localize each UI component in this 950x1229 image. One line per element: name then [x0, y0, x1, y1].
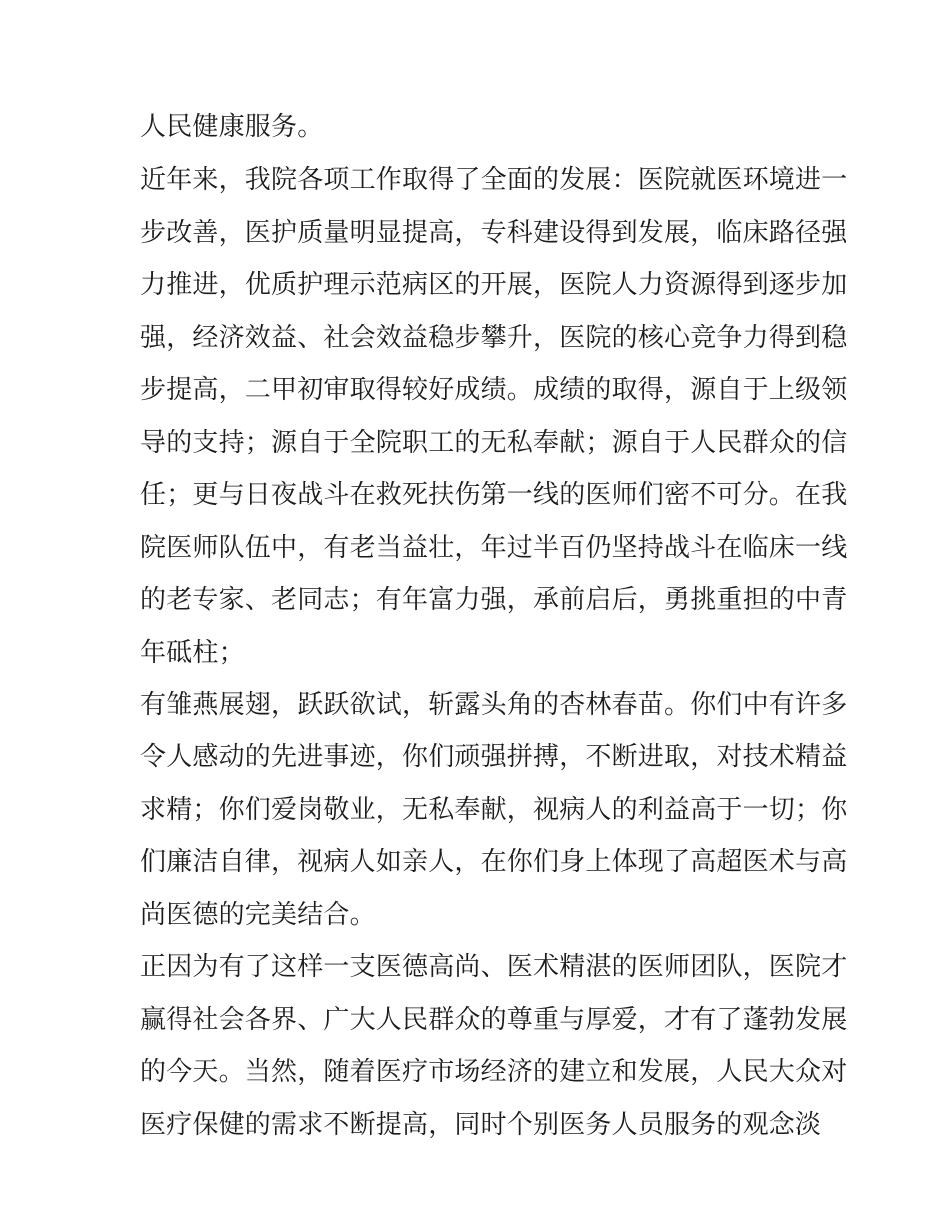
- text-line: 人民健康服务。: [140, 112, 324, 142]
- text-line: 医疗保健的需求不断提高，同时个别医务人员服务的观念淡: [140, 1110, 822, 1140]
- text-line: 步提高，二甲初审取得较好成绩。成绩的取得，源自于上级领: [140, 375, 848, 405]
- text-line: 尚医德的完美结合。: [140, 900, 376, 930]
- text-line: 的今天。当然，随着医疗市场经济的建立和发展，人民大众对: [140, 1057, 848, 1087]
- text-line: 的老专家、老同志；有年富力强，承前启后，勇挑重担的中青: [140, 585, 848, 615]
- text-line: 正因为有了这样一支医德高尚、医术精湛的医师团队，医院才: [140, 952, 848, 982]
- text-line: 们廉洁自律，视病人如亲人，在你们身上体现了高超医术与高: [140, 847, 848, 877]
- text-line: 步改善，医护质量明显提高，专科建设得到发展，临床路径强: [140, 218, 848, 248]
- text-line: 任；更与日夜战斗在救死扶伤第一线的医师们密不可分。在我: [140, 480, 848, 510]
- text-line: 院医师队伍中，有老当益壮，年过半百仍坚持战斗在临床一线: [140, 533, 848, 563]
- text-line: 赢得社会各界、广大人民群众的尊重与厚爱，才有了蓬勃发展: [140, 1005, 848, 1035]
- text-line: 力推进，优质护理示范病区的开展，医院人力资源得到逐步加: [140, 270, 848, 300]
- text-line: 令人感动的先进事迹，你们顽强拼搏，不断进取，对技术精益: [140, 742, 848, 772]
- text-line: 强，经济效益、社会效益稳步攀升，医院的核心竞争力得到稳: [140, 323, 848, 353]
- text-line: 求精；你们爱岗敬业，无私奉献，视病人的利益高于一切；你: [140, 795, 848, 825]
- text-line: 有雏燕展翅，跃跃欲试，斩露头角的杏林春苗。你们中有许多: [140, 690, 848, 720]
- text-line: 年砥柱；: [140, 638, 245, 668]
- text-line: 近年来，我院各项工作取得了全面的发展：医院就医环境进一: [140, 165, 848, 195]
- text-line: 导的支持；源自于全院职工的无私奉献；源自于人民群众的信: [140, 428, 848, 458]
